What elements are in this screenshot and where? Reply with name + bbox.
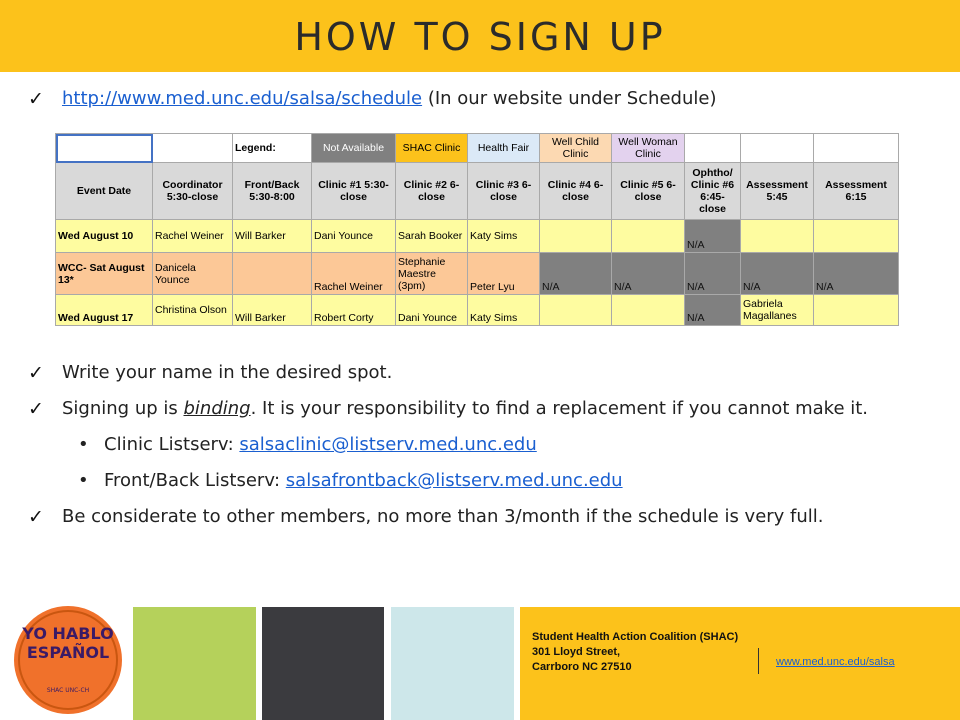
table-cell: N/A — [814, 253, 899, 295]
checkmark-icon: ✓ — [28, 506, 44, 528]
table-cell: Will Barker — [233, 220, 312, 253]
column-header: Clinic #3 6-close — [468, 163, 540, 220]
footer-tile-dark — [262, 607, 384, 720]
column-header: Event Date — [56, 163, 153, 220]
legend-empty-cell — [814, 134, 899, 163]
table-cell: Dani Younce — [396, 295, 468, 326]
column-header: Clinic #2 6-close — [396, 163, 468, 220]
legend-shac-clinic: SHAC Clinic — [396, 134, 468, 163]
table-cell: N/A — [741, 253, 814, 295]
table-row — [56, 253, 899, 295]
bullet-considerate — [20, 504, 948, 530]
org-name: Student Health Action Coalition (SHAC) — [532, 631, 739, 643]
table-cell: Sarah Booker — [396, 220, 468, 253]
table-cell — [233, 253, 312, 295]
bullet-list — [20, 86, 948, 112]
bullet-frontback-listserv — [20, 468, 948, 494]
table-cell: Peter Lyu — [468, 253, 540, 295]
table-cell — [540, 220, 612, 253]
footer-address — [532, 630, 752, 675]
table-cell: N/A — [685, 220, 741, 253]
table-cell: Gabriela Magallanes — [741, 295, 814, 326]
event-date: WCC- Sat August 13* — [56, 253, 153, 295]
schedule-table — [55, 133, 899, 326]
table-header-row — [56, 163, 899, 220]
checkmark-icon: ✓ — [28, 398, 44, 420]
bullet-clinic-listserv — [20, 432, 948, 458]
table-cell: N/A — [612, 253, 685, 295]
table-cell — [814, 220, 899, 253]
table-cell: Katy Sims — [468, 295, 540, 326]
table-row — [56, 220, 899, 253]
table-cell — [540, 295, 612, 326]
page-title: HOW TO SIGN UP — [294, 15, 666, 59]
legend-health-fair: Health Fair — [468, 134, 540, 163]
bullet-list-lower — [20, 360, 948, 530]
legend-label: Legend: — [233, 134, 312, 163]
column-header: Clinic #5 6-close — [612, 163, 685, 220]
table-cell: Stephanie Maestre (3pm) — [396, 253, 468, 295]
bullet-schedule-link — [20, 86, 948, 112]
table-row — [56, 295, 899, 326]
listserv-label: Clinic Listserv: — [104, 434, 240, 455]
table-cell: Danicela Younce — [153, 253, 233, 295]
website-link[interactable]: www.med.unc.edu/salsa — [776, 656, 895, 668]
legend-empty-cell — [685, 134, 741, 163]
bullet-text: Be considerate to other members, no more than 3/month if the schedule is very full. — [62, 506, 824, 527]
table-cell: N/A — [685, 295, 741, 326]
table-cell — [612, 295, 685, 326]
column-header: Coordinator 5:30-close — [153, 163, 233, 220]
footer-divider — [758, 648, 759, 674]
column-header: Ophtho/ Clinic #6 6:45-close — [685, 163, 741, 220]
table-cell: Dani Younce — [312, 220, 396, 253]
footer-tile-green — [133, 607, 256, 720]
legend-empty-cell — [741, 134, 814, 163]
footer-tile-blue — [391, 607, 514, 720]
schedule-table-image — [55, 133, 898, 333]
legend-well-child: Well Child Clinic — [540, 134, 612, 163]
street-address: 301 Lloyd Street, — [532, 646, 621, 658]
legend-well-woman: Well Woman Clinic — [612, 134, 685, 163]
bullet-binding — [20, 396, 948, 422]
table-cell: Will Barker — [233, 295, 312, 326]
schedule-link-note: (In our website under Schedule) — [427, 88, 717, 109]
table-cell: N/A — [685, 253, 741, 295]
bullet-text: Write your name in the desired spot. — [62, 362, 393, 383]
column-header: Clinic #1 5:30-close — [312, 163, 396, 220]
table-cell: Christina Olson — [153, 295, 233, 326]
column-header: Assessment 5:45 — [741, 163, 814, 220]
checkmark-icon: ✓ — [28, 88, 44, 110]
logo-sub-text: SHAC UNC-CH — [46, 687, 90, 694]
event-date: Wed August 10 — [56, 220, 153, 253]
binding-emphasis: binding — [183, 398, 251, 419]
table-cell: Rachel Weiner — [153, 220, 233, 253]
listserv-label: Front/Back Listserv: — [104, 470, 286, 491]
table-cell — [741, 220, 814, 253]
bullet-text: Signing up is — [62, 398, 184, 419]
frontback-listserv-link[interactable]: salsafrontback@listserv.med.unc.edu — [285, 470, 623, 491]
logo-main-text: YO HABLO ESPAÑOL — [22, 624, 114, 662]
table-cell: N/A — [540, 253, 612, 295]
bullet-dot-icon: • — [78, 434, 89, 455]
checkmark-icon: ✓ — [28, 362, 44, 384]
bullet-text: . It is your responsibility to find a replacement if you cannot make it. — [250, 398, 869, 419]
legend-not-available: Not Available — [312, 134, 396, 163]
table-cell: Katy Sims — [468, 220, 540, 253]
column-header: Clinic #4 6-close — [540, 163, 612, 220]
event-date: Wed August 17 — [56, 295, 153, 326]
table-cell: Rachel Weiner — [312, 253, 396, 295]
column-header: Front/Back 5:30-8:00 — [233, 163, 312, 220]
legend-spacer — [153, 134, 233, 163]
legend-row — [56, 134, 899, 163]
schedule-link[interactable]: http://www.med.unc.edu/salsa/schedule — [62, 88, 423, 109]
city-address: Carrboro NC 27510 — [532, 661, 632, 673]
table-cell: Robert Corty — [312, 295, 396, 326]
table-cell — [612, 220, 685, 253]
bullet-write-name — [20, 360, 948, 386]
column-header: Assessment 6:15 — [814, 163, 899, 220]
bullet-dot-icon: • — [78, 470, 89, 491]
table-cell — [814, 295, 899, 326]
clinic-listserv-link[interactable]: salsaclinic@listserv.med.unc.edu — [239, 434, 537, 455]
selected-cell[interactable] — [56, 134, 153, 163]
